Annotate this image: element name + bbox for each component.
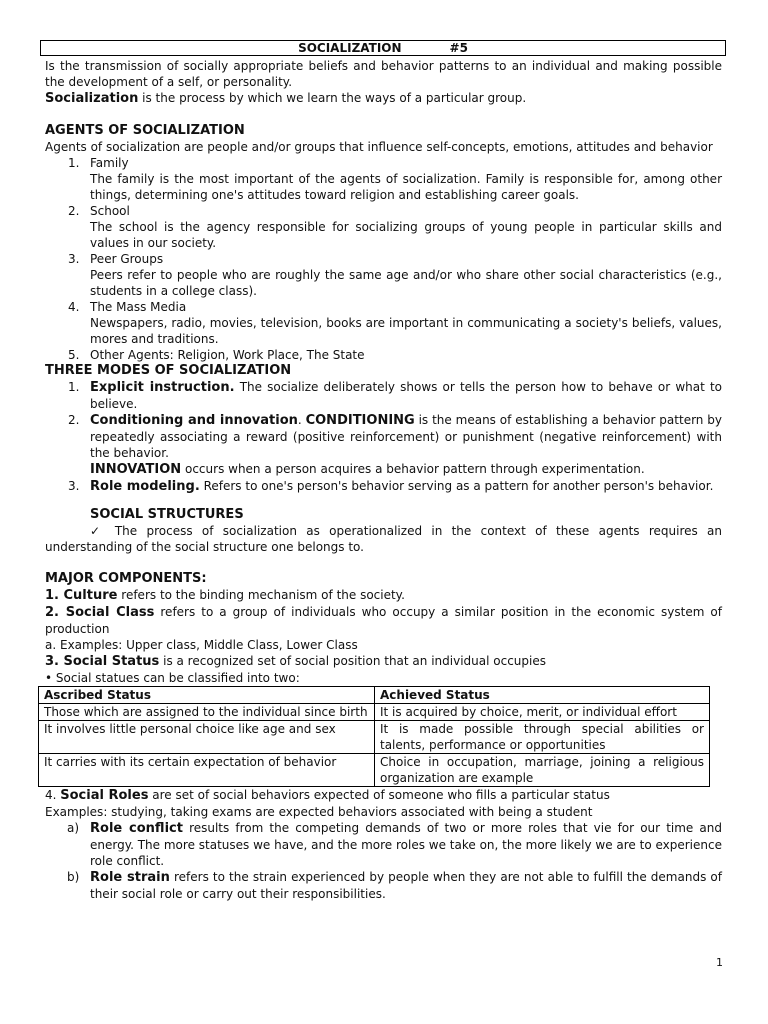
mode-term: Conditioning and innovation — [90, 413, 298, 428]
mode-text: The socialize deliberately shows or tells the person how to behave or what to believe. — [90, 380, 722, 411]
table-cell: It is made possible through special abilities or talents, performance or opportunities — [375, 721, 710, 754]
agent-description: The family is the most important of the agents of socialization. Family is responsible for, among other things, determining one's attitudes toward religion and establishing career goals. — [90, 172, 722, 202]
component-text: are set of social behaviors expected of someone who fills a particular status — [148, 788, 610, 802]
mode-item-role-modeling — [45, 478, 722, 495]
role-term: Role strain — [90, 870, 170, 885]
agent-description: Newspapers, radio, movies, television, books are important in communicating a society's beliefs, values, mores and traditions. — [90, 316, 722, 346]
structures-heading: SOCIAL STRUCTURES — [90, 507, 244, 522]
mode-separator: . — [297, 413, 306, 427]
component-number: 2. — [45, 605, 66, 620]
table-header-achieved: Achieved Status — [375, 687, 710, 704]
document-title: SOCIALIZATION — [298, 41, 402, 55]
agent-item-mass-media — [45, 299, 722, 315]
list-number: 4. — [68, 300, 80, 314]
role-conflict-item — [45, 820, 722, 869]
structures-text: The process of socialization as operationalized in the context of these agents requires an understanding of the social structure one belongs to. — [45, 524, 722, 554]
list-number: 3. — [68, 479, 80, 493]
role-text: results from the competing demands of two or more roles that vie for our time and energy. The more statuses we have, and the more roles we take on, the more likely we are to experience role conflict. — [90, 821, 722, 868]
component-term: Culture — [63, 588, 118, 603]
document-body — [45, 58, 722, 902]
role-text: refers to the strain experienced by people when they are not able to fulfill the demands of their social role or carry out their responsibilities. — [90, 870, 722, 901]
checkmark-icon: ✓ — [90, 524, 106, 538]
agents-definition: Agents of socialization are people and/or groups that influence self-concepts, emotions, attitudes and behavior — [45, 140, 713, 154]
agent-description: The school is the agency responsible for socializing groups of young people in particular skills and values in our society. — [90, 220, 722, 250]
role-term: Role conflict — [90, 821, 183, 836]
intro-paragraph: Is the transmission of socially appropriate beliefs and behavior patterns to an individual and making possible the development of a self, or personality. — [45, 59, 722, 89]
list-number: 2. — [68, 204, 80, 218]
innovation-term: INNOVATION — [90, 462, 182, 477]
component-term: Social Class — [65, 605, 155, 620]
list-number: 1. — [68, 156, 80, 170]
mode-item-explicit — [45, 379, 722, 412]
components-heading: MAJOR COMPONENTS: — [45, 571, 207, 586]
modes-heading: THREE MODES OF SOCIALIZATION — [45, 363, 292, 378]
socialization-term: Socialization — [45, 91, 139, 106]
list-number: 3. — [68, 252, 80, 266]
mode-text: is the means of establishing a behavior pattern by repeatedly associating a reward (positive reinforcement) or punishment (negative reinforcement) with the behavior. — [90, 413, 723, 460]
table-row — [39, 754, 710, 787]
modes-list — [45, 379, 722, 495]
agent-item-family — [45, 155, 722, 171]
component-social-roles — [45, 787, 722, 804]
table-cell: It is acquired by choice, merit, or individual effort — [375, 704, 710, 721]
table-row — [39, 704, 710, 721]
table-header-row — [39, 687, 710, 704]
table-cell: Choice in occupation, marriage, joining a religious organization are example — [375, 754, 710, 787]
component-number: 1. — [45, 588, 64, 603]
list-letter: a) — [67, 821, 80, 835]
component-number: 3. — [45, 654, 64, 669]
agents-list — [45, 155, 722, 363]
mode-item-conditioning — [45, 412, 722, 461]
agents-heading: AGENTS OF SOCIALIZATION — [45, 123, 245, 138]
lesson-number: #5 — [449, 41, 468, 55]
page-number: 1 — [716, 956, 723, 969]
role-strain-item — [45, 869, 722, 902]
table-cell: Those which are assigned to the individual since birth — [39, 704, 375, 721]
table-cell: It carries with its certain expectation of behavior — [39, 754, 375, 787]
mode-text: Refers to one's person's behavior serving as a pattern for another person's behavior. — [199, 479, 714, 493]
table-header-ascribed: Ascribed Status — [39, 687, 375, 704]
component-social-class — [45, 604, 722, 637]
list-number: 2. — [68, 413, 80, 427]
mode-term: Explicit instruction. — [90, 380, 235, 395]
list-letter: b) — [67, 870, 80, 884]
table-row — [39, 721, 710, 754]
roles-examples: Examples: studying, taking exams are expected behaviors associated with being a student — [45, 805, 593, 819]
agent-name: Other Agents: Religion, Work Place, The State — [90, 348, 365, 362]
agent-name: The Mass Media — [90, 300, 187, 314]
structures-paragraph — [45, 523, 722, 555]
social-class-examples: a. Examples: Upper class, Middle Class, Lower Class — [45, 638, 358, 652]
mode-term-conditioning: CONDITIONING — [305, 413, 415, 428]
agent-item-school — [45, 203, 722, 219]
component-term: Social Status — [63, 654, 160, 669]
list-number: 5. — [68, 348, 80, 362]
innovation-text: occurs when a person acquires a behavior pattern through experimentation. — [181, 462, 645, 476]
component-text: refers to the binding mechanism of the society. — [117, 588, 405, 602]
agent-description: Peers refer to people who are roughly the same age and/or who share other social characteristics (e.g., students in a college class). — [90, 268, 722, 298]
socialization-definition-text: is the process by which we learn the ways of a particular group. — [138, 91, 527, 105]
component-number: 4. — [45, 788, 61, 802]
socialization-definition — [45, 90, 722, 107]
agent-item-other — [45, 347, 722, 363]
document-title-box — [40, 40, 726, 56]
agent-name: School — [90, 204, 130, 218]
agent-item-peer-groups — [45, 251, 722, 267]
component-culture — [45, 587, 722, 604]
agent-name: Peer Groups — [90, 252, 164, 266]
table-cell: It involves little personal choice like age and sex — [39, 721, 375, 754]
status-bullet: • Social statues can be classified into two: — [45, 671, 300, 685]
component-text: is a recognized set of social position that an individual occupies — [159, 654, 546, 668]
component-social-status — [45, 653, 722, 670]
innovation-line — [45, 461, 722, 478]
status-table — [38, 686, 710, 787]
component-term: Social Roles — [60, 788, 149, 803]
mode-term: Role modeling. — [90, 479, 200, 494]
component-text: refers to a group of individuals who occupy a similar position in the economic system of production — [45, 605, 722, 636]
list-number: 1. — [68, 380, 80, 394]
agent-name: Family — [90, 156, 129, 170]
